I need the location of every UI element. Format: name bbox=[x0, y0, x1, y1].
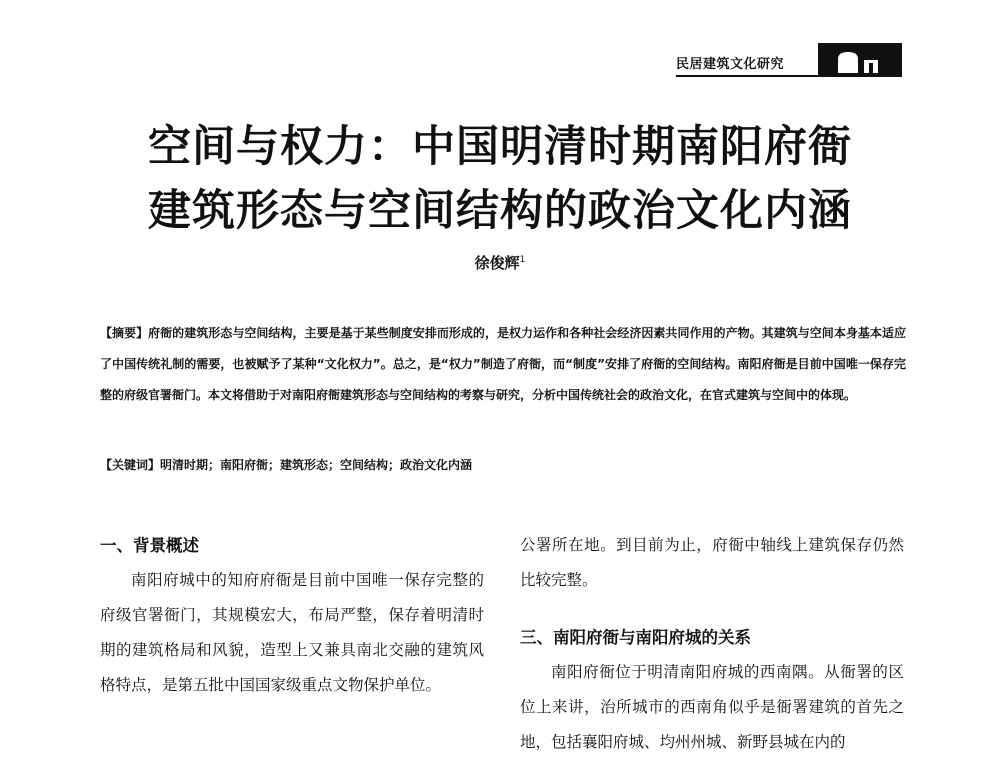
section-gap bbox=[520, 598, 904, 620]
journal-column-label: 民居建筑文化研究 bbox=[676, 57, 785, 72]
keywords: 【关键词】明清时期；南阳府衙；建筑形态；空间结构；政治文化内涵 bbox=[100, 458, 473, 472]
header-divider bbox=[676, 75, 902, 77]
article-title-line-1: 空间与权力：中国明清时期南阳府衙 bbox=[148, 122, 852, 172]
section-3-paragraph: 南阳府衙位于明清南阳府城的西南隅。从衙署的区位上来讲，治所城市的西南角似乎是衙署建筑的首先之地，包括襄阳府城、均州州城、新野县城在内的 bbox=[520, 663, 904, 751]
body-column-right bbox=[520, 528, 904, 760]
section-3-heading: 三、南阳府衙与南阳府城的关系 bbox=[520, 628, 751, 647]
body-column-left bbox=[100, 528, 484, 703]
author-line bbox=[100, 252, 900, 273]
abstract: 【摘要】府衙的建筑形态与空间结构，主要是基于某些制度安排而形成的，是权力运作和各种社会经济因素共同作用的产物。其建筑与空间本身基本适应了中国传统礼制的需要，也被赋予了某种“文化权力”。总之，是“权力”制造了府衙，而“制度”安排了府衙的空间结构。南阳府衙是目前中国唯一保存完整的府级官署衙门。本文将借助于对南阳府衙建筑形态与空间结构的考察与研究，分析中国传统社会的政治文化，在官式建筑与空间中的体现。 bbox=[100, 326, 906, 402]
section-1-heading: 一、背景概述 bbox=[100, 536, 199, 555]
section-2-continuation: 公署所在地。到目前为止，府衙中轴线上建筑保存仍然比较完整。 bbox=[520, 536, 904, 589]
author-footnote-mark: 1 bbox=[519, 255, 526, 265]
house-logo-icon bbox=[818, 43, 902, 75]
article-title-line-2: 建筑形态与空间结构的政治文化内涵 bbox=[148, 186, 852, 236]
section-1-paragraph: 南阳府城中的知府府衙是目前中国唯一保存完整的府级官署衙门，其规模宏大，布局严整，保存着明清时期的建筑格局和风貌，造型上又兼具南北交融的建筑风格特点，是第五批中国国家级重点文物保护单位。 bbox=[100, 571, 484, 694]
author-name: 徐俊辉 bbox=[474, 254, 520, 272]
